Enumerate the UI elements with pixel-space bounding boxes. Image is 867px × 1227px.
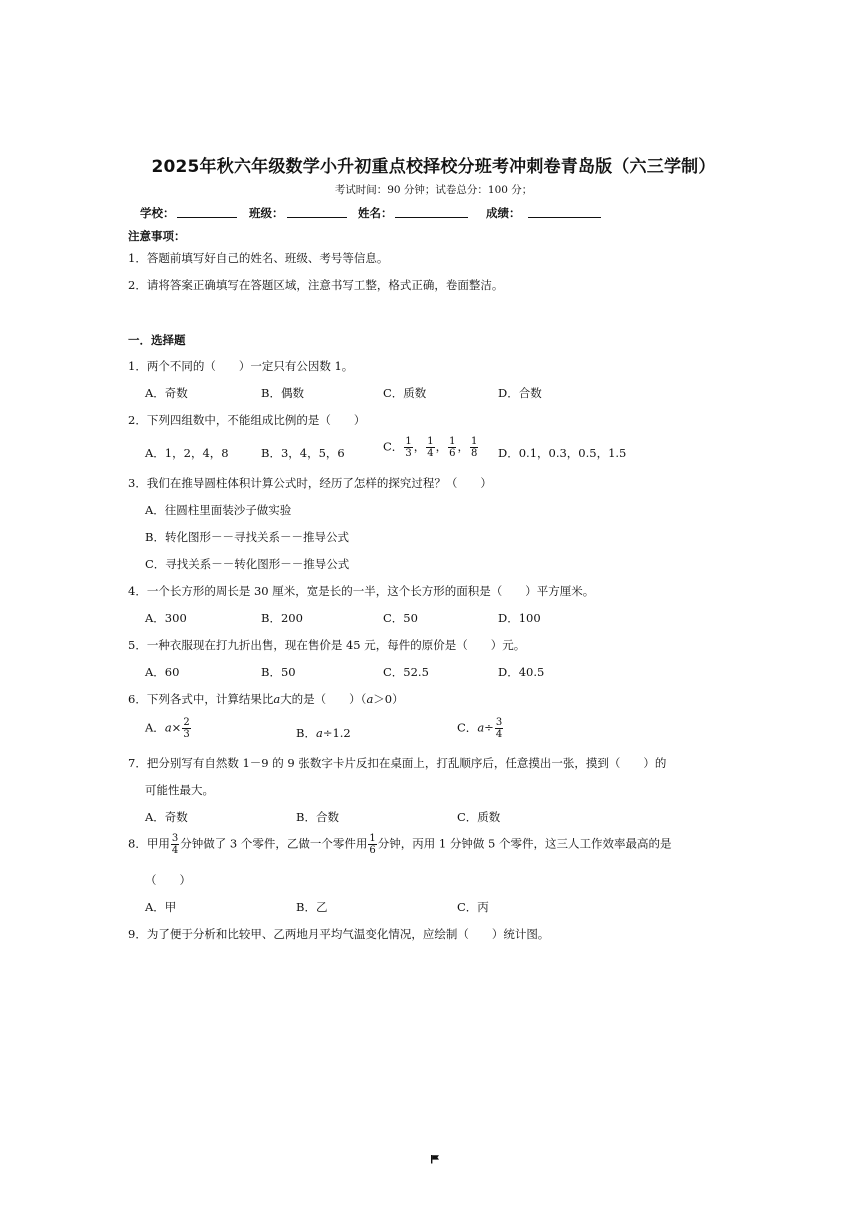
q6-option-c[interactable] [457,717,504,740]
fraction [426,436,434,459]
q4-option-d[interactable]: D．100 [498,611,541,625]
field-name-label: 姓名： [358,206,393,220]
fraction-numerator: 3 [495,717,503,728]
q8-option-c[interactable]: C．丙 [457,900,489,914]
question-1-stem: 1．两个不同的（ ）一定只有公因数 1。 [128,359,354,373]
fraction-denominator: 4 [495,729,503,740]
fraction-numerator: 3 [171,833,179,844]
question-4-stem: 4．一个长方形的周长是 30 厘米，宽是长的一半，这个长方形的面积是（ ）平方厘米。 [128,584,595,598]
flag-icon [430,1154,440,1164]
question-3-stem: 3．我们在推导圆柱体积计算公式时，经历了怎样的探究过程？（ ） [128,476,492,490]
separator: ， [457,439,469,454]
operator: ÷1.2 [322,726,351,740]
q5-option-b[interactable]: B．50 [261,665,296,679]
separator: ， [413,439,426,454]
q5-option-c[interactable]: C．52.5 [383,665,429,679]
fraction-numerator: 1 [449,436,456,447]
fraction-denominator: 4 [427,448,434,459]
option-label: B． [296,726,316,740]
page-title: 2025年秋六年级数学小升初重点校择校分班考冲刺卷青岛版（六三学制） [151,157,716,177]
fraction [171,833,179,856]
fraction [404,436,412,459]
question-8-stem [128,833,671,856]
q1-option-d[interactable]: D．合数 [498,386,542,400]
q5-option-a[interactable]: A．60 [145,665,180,679]
q3-option-c[interactable]: C．寻找关系－－转化图形－－推导公式 [145,557,350,571]
q7-option-a[interactable]: A．奇数 [145,810,188,824]
fraction-denominator: 6 [449,448,456,459]
variable-a: a [315,726,323,740]
field-class-label: 班级： [249,206,284,220]
section-heading: 一．选择题 [128,333,186,347]
q2-option-b[interactable]: B．3，4，5，6 [261,446,345,460]
question-6-stem [128,691,404,707]
operator: ÷ [484,720,494,735]
notice-item-1: 1．答题前填写好自己的姓名、班级、考号等信息。 [128,251,389,265]
q4-option-c[interactable]: C．50 [383,611,418,625]
question-8-stem-cont: （ ） [145,873,191,887]
operator: × [171,720,182,735]
variable-a: a [164,720,172,735]
exam-subtitle: 考试时间：90 分钟；试卷总分：100 分； [334,184,533,196]
q1-option-a[interactable]: A．奇数 [145,386,188,400]
field-school-blank[interactable] [177,217,237,218]
field-class-blank[interactable] [287,217,347,218]
fraction [495,717,503,740]
fraction-numerator: 1 [369,833,376,844]
fraction-denominator: 8 [470,448,478,459]
stem-text: 大的是（ ）（ [280,692,367,706]
field-school-label: 学校： [140,206,175,220]
stem-text: 6．下列各式中，计算结果比 [128,692,274,706]
q8-option-b[interactable]: B．乙 [296,900,328,914]
fraction-numerator: 1 [405,436,412,447]
q2-option-a[interactable]: A．1，2，4，8 [145,446,229,460]
stem-text: 分钟，丙用 1 分钟做 5 个零件，这三人工作效率最高的是 [377,836,672,851]
question-2-stem: 2．下列四组数中，不能组成比例的是（ ） [128,413,366,427]
q1-option-c[interactable]: C．质数 [383,386,427,400]
question-5-stem: 5．一种衣服现在打九折出售，现在售价是 45 元，每件的原价是（ ）元。 [128,638,526,652]
fraction [470,436,478,459]
q3-option-a[interactable]: A．往圆柱里面装沙子做实验 [145,503,292,517]
q7-option-b[interactable]: B．合数 [296,810,339,824]
q2-option-d[interactable]: D．0.1，0.3，0.5，1.5 [498,446,627,460]
option-label: A． [145,720,165,735]
q4-option-b[interactable]: B．200 [261,611,303,625]
stem-text: 8．甲用 [128,836,170,851]
q5-option-d[interactable]: D．40.5 [498,665,545,679]
stem-text: ＞0） [373,692,404,706]
fraction-numerator: 1 [427,436,434,447]
q7-option-c[interactable]: C．质数 [457,810,501,824]
fraction-denominator: 4 [171,845,179,856]
variable-a: a [477,720,485,735]
q2-option-c[interactable] [383,436,479,459]
field-score-label: 成绩： [486,206,521,220]
variable-a: a [366,692,374,706]
notice-item-2: 2．请将答案正确填写在答题区域，注意书写工整，格式正确，卷面整洁。 [128,278,504,292]
variable-a: a [273,692,281,706]
field-name-blank[interactable] [395,217,468,218]
notice-heading: 注意事项： [128,229,186,243]
question-7-stem: 7．把分别写有自然数 1－9 的 9 张数字卡片反扣在桌面上，打乱顺序后，任意摸出一张，摸到（ ）的 [128,756,667,770]
field-score-blank[interactable] [528,217,601,218]
fraction [368,833,376,856]
fraction-denominator: 3 [183,729,190,740]
q1-option-b[interactable]: B．偶数 [261,386,304,400]
question-7-stem-cont: 可能性最大。 [145,783,214,797]
fraction [448,436,456,459]
q6-option-a[interactable] [145,717,192,740]
separator: ， [435,439,448,454]
question-9-stem: 9．为了便于分析和比较甲、乙两地月平均气温变化情况，应绘制（ ）统计图。 [128,927,550,941]
q6-option-b[interactable] [296,725,351,741]
fraction [182,717,190,740]
q4-option-a[interactable]: A．300 [145,611,187,625]
fraction-denominator: 3 [405,448,412,459]
stem-text: 分钟做了 3 个零件，乙做一个零件用 [180,836,368,851]
q3-option-b[interactable]: B．转化图形－－寻找关系－－推导公式 [145,530,349,544]
fraction-denominator: 6 [369,845,376,856]
option-label: C． [457,720,478,735]
q8-option-a[interactable]: A．甲 [145,900,177,914]
q2-option-c-label: C． [383,439,404,454]
fraction-numerator: 1 [470,436,478,447]
fraction-numerator: 2 [183,717,190,728]
